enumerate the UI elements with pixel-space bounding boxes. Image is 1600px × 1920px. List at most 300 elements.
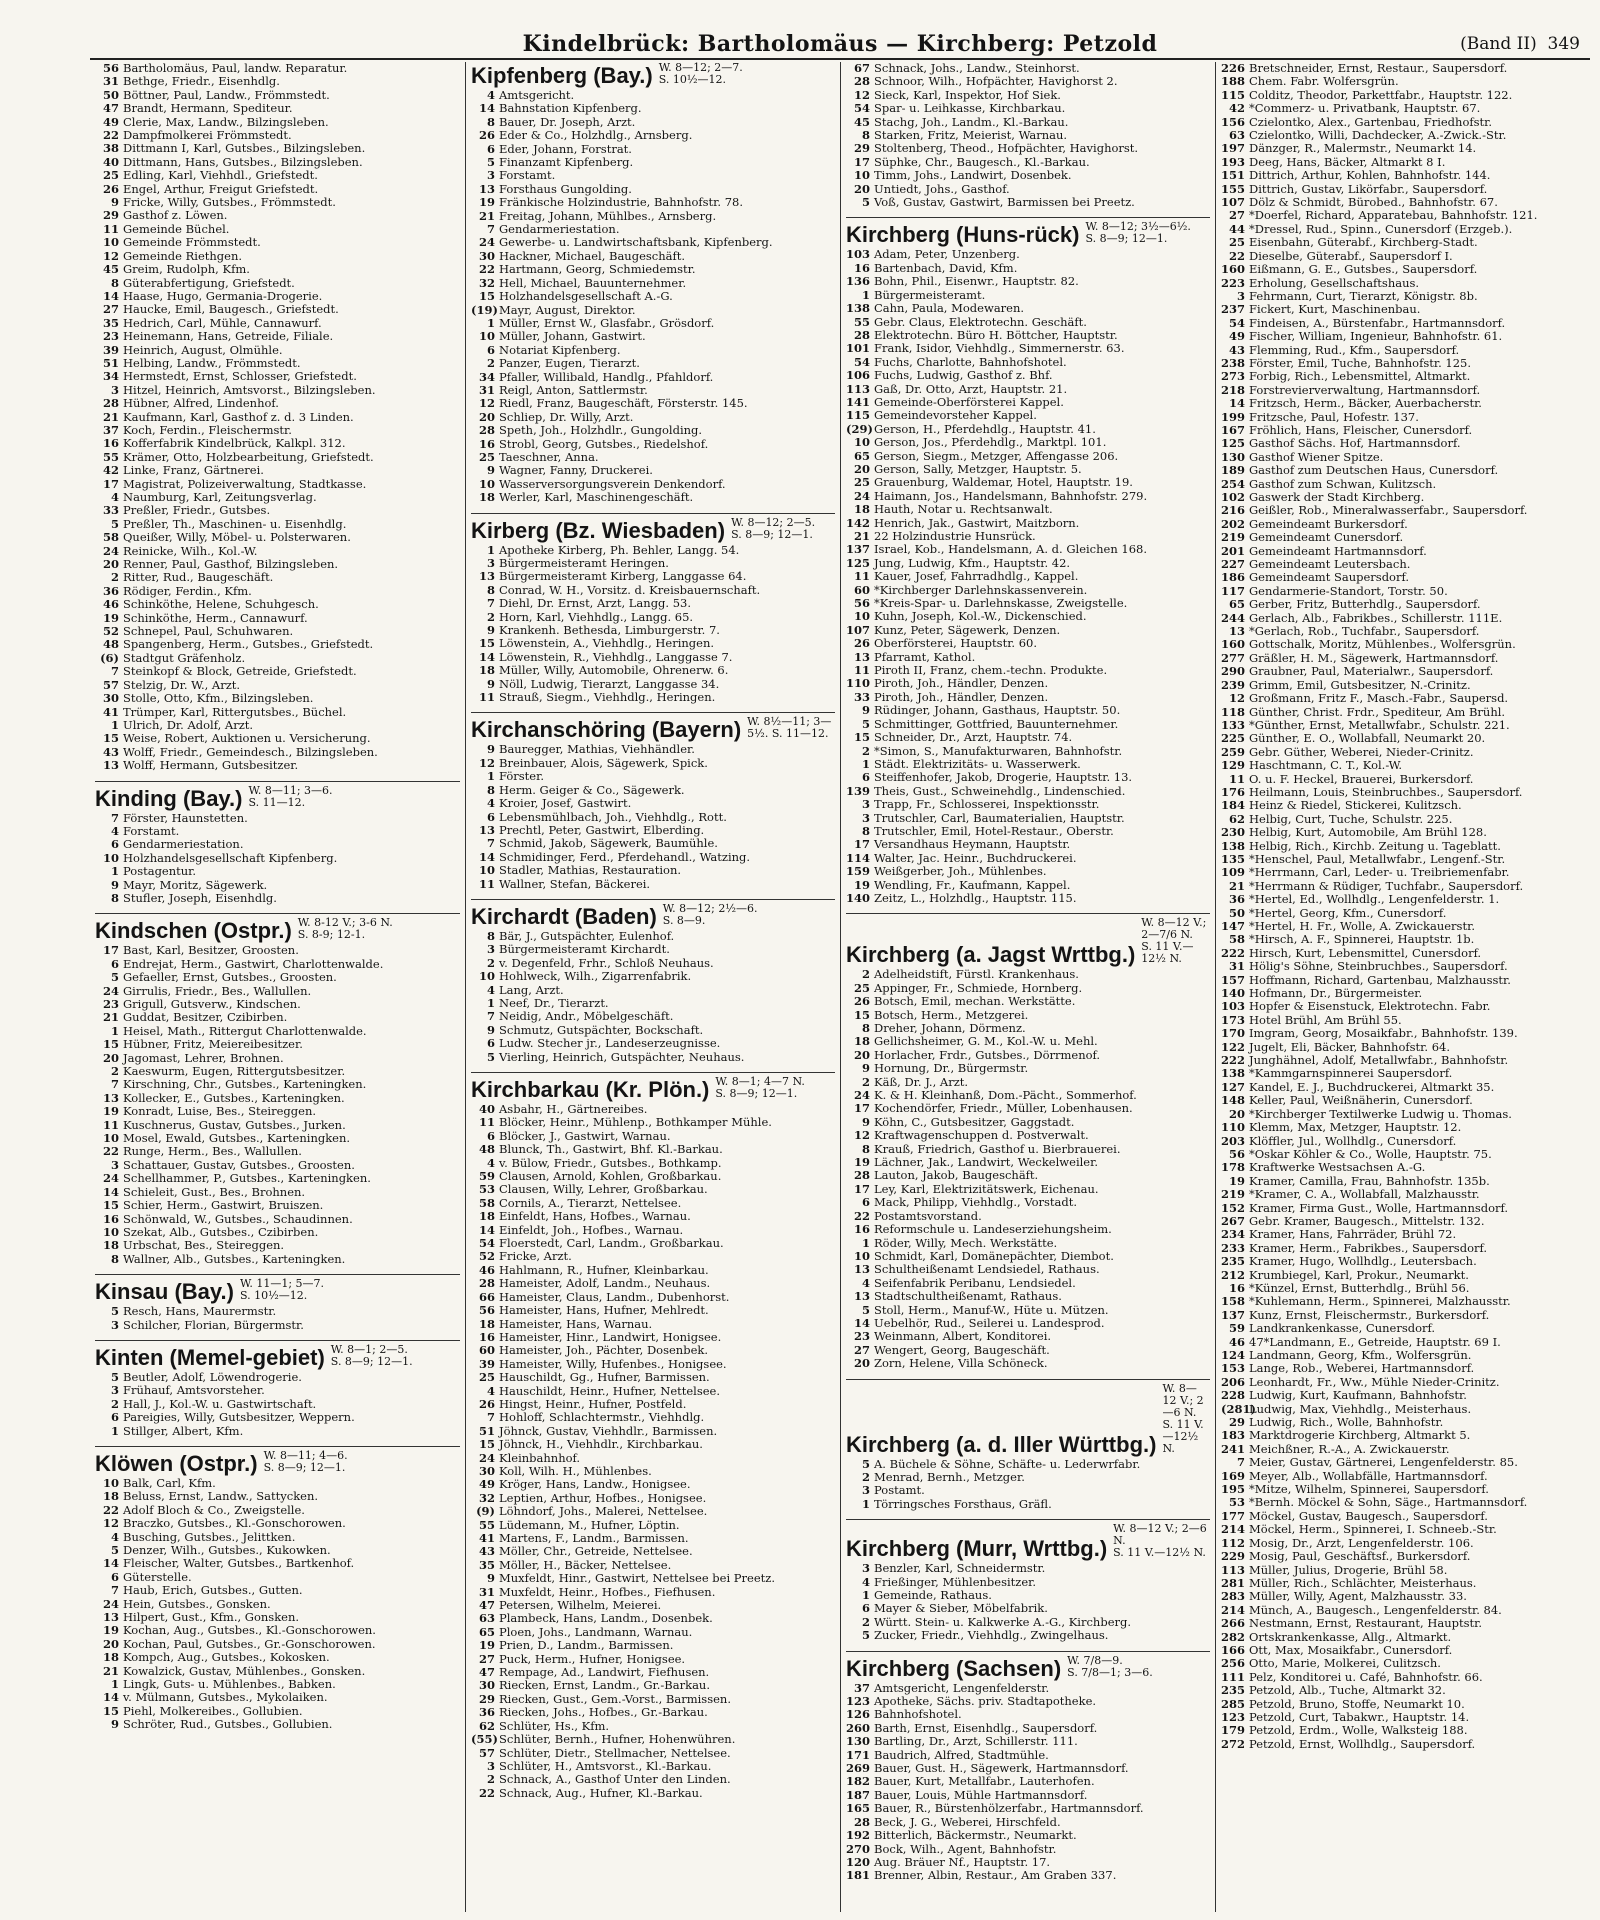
phone-number: 123: [1221, 1710, 1246, 1724]
phone-number: 10: [102, 1476, 119, 1490]
listing-entry: [1221, 545, 1585, 558]
subscriber-name: Panzer, Eugen, Tierarzt.: [499, 357, 640, 371]
listing-entry: [95, 1011, 460, 1024]
phone-number: 112: [1221, 1536, 1246, 1550]
subscriber-name: Blunck, Th., Gastwirt, Bhf. Kl.-Barkau.: [499, 1143, 723, 1157]
phone-number: 8: [861, 1022, 870, 1035]
phone-number: 15: [102, 1199, 119, 1213]
listing-entry: [471, 397, 835, 410]
phone-number: 266: [1221, 1617, 1246, 1631]
subscriber-name: Gaß, Dr. Otto, Arzt, Hauptstr. 21.: [874, 382, 1068, 396]
phone-number: 216: [1221, 504, 1246, 518]
phone-number: 17: [853, 838, 870, 852]
subscriber-name: Neef, Dr., Tierarzt.: [499, 996, 609, 1010]
subscriber-name: Hohloff, Schlachtermstr., Viehhdlg.: [499, 1411, 705, 1425]
listing-entry: [95, 719, 460, 732]
listing-entry: [846, 758, 1210, 771]
phone-number: 272: [1221, 1737, 1246, 1751]
subscriber-name: Käß, Dr. J., Arzt.: [874, 1075, 969, 1089]
listing-entry: [846, 1210, 1210, 1223]
listing-entry: [846, 1250, 1210, 1263]
phone-number: 225: [1221, 732, 1246, 746]
listing-entry: [1221, 746, 1585, 759]
phone-number: 6: [110, 1570, 119, 1584]
phone-number: 9: [486, 1572, 495, 1586]
subscriber-name: Israel, Kob., Handelsmann, A. d. Gleichen 168.: [874, 543, 1148, 557]
listing-entry: [1221, 840, 1585, 853]
listing-entry: [1221, 116, 1585, 129]
listing-entry: [95, 1665, 460, 1678]
subscriber-name: Hohlweck, Wilh., Zigarrenfabrik.: [499, 970, 692, 984]
subscriber-name: Kramer, Camilla, Frau, Bahnhofstr. 135b.: [1249, 1174, 1490, 1188]
listing-entry: [846, 968, 1210, 981]
listing-entry: [471, 263, 835, 276]
subscriber-name: Fröhlich, Hans, Fleischer, Cunersdorf.: [1249, 423, 1473, 437]
listing-entry: [471, 1586, 835, 1599]
phone-number: 3: [1236, 289, 1245, 303]
phone-number: 31: [478, 1585, 495, 1599]
subscriber-name: Clerie, Max, Landw., Bilzingsleben.: [123, 115, 329, 129]
phone-number: 137: [1221, 1308, 1246, 1322]
listing-entry: [846, 892, 1210, 905]
listing-entry: [1221, 62, 1585, 75]
subscriber-name: Steinkopf & Block, Getreide, Griefstedt.: [123, 665, 357, 679]
phone-number: 282: [1221, 1630, 1246, 1644]
phone-number: 4: [110, 824, 119, 838]
listing-entry: [1221, 1657, 1585, 1670]
phone-number: 36: [1228, 893, 1245, 907]
phone-number: 46: [478, 1263, 495, 1277]
phone-number: 57: [102, 678, 119, 692]
subscriber-name: Adelheidstift, Fürstl. Krankenhaus.: [874, 968, 1079, 982]
phone-number: 58: [478, 1196, 495, 1210]
listing-entry: [471, 1170, 835, 1183]
phone-number: 179: [1221, 1724, 1246, 1738]
phone-number: 6: [486, 1129, 495, 1143]
subscriber-name: Helbig, Kurt, Automobile, Am Brühl 128.: [1249, 826, 1487, 840]
phone-number: 21: [1228, 879, 1245, 893]
subscriber-name: Jöhnck, H., Viehhdlr., Kirchbarkau.: [499, 1438, 703, 1452]
subscriber-name: 22 Holzindustrie Hunsrück.: [874, 530, 1036, 543]
column-1: [90, 62, 465, 1912]
subscriber-name: Bauer, Kurt, Metallfabr., Lauterhofen.: [874, 1775, 1095, 1789]
subscriber-name: Ludwig, Max, Viehhdlg., Meisterhaus.: [1249, 1402, 1472, 1416]
phone-number: 28: [102, 397, 119, 411]
subscriber-name: Dänzger, R., Malermstr., Neumarkt 14.: [1249, 142, 1477, 156]
phone-number: 10: [478, 330, 495, 344]
listing-entry: [471, 236, 835, 249]
subscriber-name: Brandt, Hermann, Spediteur.: [123, 102, 293, 116]
phone-number: 110: [846, 677, 871, 691]
phone-number: 15: [478, 1438, 495, 1452]
listing-entry: [846, 1869, 1210, 1882]
subscriber-name: Marktdrogerie Kirchberg, Altmarkt 5.: [1249, 1429, 1471, 1443]
subscriber-name: Beluss, Ernst, Landw., Sattycken.: [123, 1490, 319, 1504]
listing-entry: [846, 169, 1210, 182]
subscriber-name: Bauregger, Mathias, Viehhändler.: [499, 743, 695, 757]
phone-number: 4: [486, 89, 495, 102]
phone-number: 22: [102, 1145, 119, 1159]
subscriber-name: Gefaeller, Ernst, Gutsbes., Groosten.: [123, 971, 337, 985]
listing-entry: [95, 1253, 460, 1266]
subscriber-name: Speth, Joh., Holzhdlr., Gungolding.: [499, 424, 703, 438]
phone-number: 140: [1221, 987, 1246, 1001]
subscriber-name: Schlüter, Dietr., Stellmacher, Nettelsee.: [499, 1746, 731, 1760]
subscriber-name: Müller, Johann, Gastwirt.: [499, 330, 646, 344]
listing-entry: [1221, 571, 1585, 584]
phone-number: 11: [1228, 772, 1245, 786]
phone-number: 193: [1221, 155, 1246, 169]
subscriber-name: Clausen, Arnold, Kohlen, Großbarkau.: [499, 1170, 722, 1184]
listing-entry: [846, 1062, 1210, 1075]
page-title: Kindelbrück: Bartholomäus — Kirchberg: Petzold: [522, 31, 1158, 57]
phone-number: 214: [1221, 1523, 1246, 1537]
listing-entry: [1221, 1336, 1585, 1349]
phone-number: 147: [1221, 920, 1246, 933]
subscriber-name: Einfeldt, Joh., Hofbes., Warnau.: [499, 1223, 684, 1237]
listing-entry: [95, 958, 460, 971]
subscriber-name: Gendarmeriestation.: [123, 838, 244, 852]
phone-number: 58: [102, 531, 119, 545]
subscriber-name: Hameister, Joh., Pächter, Dosenbek.: [499, 1344, 708, 1358]
subscriber-name: Hingst, Heinr., Hufner, Postfeld.: [499, 1397, 687, 1411]
phone-number: 59: [1228, 1322, 1245, 1336]
subscriber-name: *Hertel, Ed., Wollhdlg., Lengenfelderstr. 1.: [1249, 893, 1500, 907]
phone-number: 33: [102, 504, 119, 518]
phone-number: 14: [478, 650, 495, 664]
phone-number: 57: [478, 1746, 495, 1760]
phone-number: 53: [478, 1183, 495, 1197]
listing-entry: [95, 1078, 460, 1091]
phone-number: 8: [486, 583, 495, 597]
subscriber-name: Bartenbach, David, Kfm.: [874, 261, 1018, 275]
listing-entry: [846, 396, 1210, 409]
column-4: [1215, 62, 1590, 1912]
listing-entry: [471, 1103, 835, 1116]
subscriber-name: Gemeinde Riethgen.: [123, 249, 243, 263]
phone-number: 129: [1221, 759, 1246, 773]
listing-entry: [1221, 1175, 1585, 1188]
subscriber-name: Klemm, Max, Metzger, Hauptstr. 12.: [1249, 1121, 1462, 1135]
town-heading: [471, 62, 835, 89]
subscriber-name: Meyer, Alb., Wollabfälle, Hartmannsdorf.: [1249, 1469, 1488, 1483]
listing-entry: [846, 1749, 1210, 1762]
listing-entry: [95, 638, 460, 651]
subscriber-name: Hauschildt, Heinr., Hufner, Nettelsee.: [499, 1384, 721, 1398]
listing-entry: [471, 1224, 835, 1237]
phone-number: 22: [102, 1503, 119, 1517]
phone-number: 6: [486, 1037, 495, 1051]
listing-entry: [1221, 504, 1585, 517]
phone-number: 38: [102, 142, 119, 156]
subscriber-name: Puck, Herm., Hufner, Honigsee.: [499, 1652, 686, 1666]
listing-entry: [846, 1290, 1210, 1303]
listing-entry: [95, 290, 460, 303]
subscriber-name: Hauschildt, Gg., Hufner, Barmissen.: [499, 1371, 710, 1385]
listing-entry: [95, 357, 460, 370]
phone-number: 27: [1228, 209, 1245, 223]
phone-number: 9: [110, 1718, 119, 1732]
listing-entry: [95, 998, 460, 1011]
listing-entry: [471, 438, 835, 451]
phone-number: 46: [102, 598, 119, 612]
office-hours: W. 11—1; 5—7. S. 10½—12.: [239, 1277, 325, 1303]
listing-entry: [471, 1773, 835, 1786]
listing-entry: [1221, 397, 1585, 410]
listing-entry: [1221, 665, 1585, 678]
subscriber-name: Piehl, Molkereibes., Gollubien.: [123, 1704, 303, 1718]
listing-entry: [846, 570, 1210, 583]
phone-number: 1: [110, 1024, 119, 1038]
phone-number: 19: [1228, 1174, 1245, 1188]
subscriber-name: Ploen, Johs., Landmann, Warnau.: [499, 1625, 693, 1639]
phone-number: 50: [102, 88, 119, 102]
phone-number: 13: [478, 182, 495, 196]
phone-number: 18: [478, 491, 495, 505]
subscriber-name: Kochan, Paul, Gutsbes., Gr.-Gonschorowen.: [123, 1637, 376, 1651]
subscriber-name: *Simon, S., Manufakturwaren, Bahnhofstr.: [874, 744, 1123, 758]
subscriber-name: A. Büchele & Söhne, Schäfte- u. Lederwrfabr.: [874, 1457, 1141, 1471]
listing-entry: [471, 1037, 835, 1050]
listing-entry: [95, 1718, 460, 1731]
phone-number: 1: [486, 996, 495, 1010]
phone-number: 25: [853, 476, 870, 490]
phone-number: 14: [102, 289, 119, 303]
listing-entry: [1221, 880, 1585, 893]
listing-entry: [846, 316, 1210, 329]
subscriber-name: Clausen, Willy, Lehrer, Großbarkau.: [499, 1183, 708, 1197]
listing-entry: [846, 543, 1210, 556]
listing-entry: [846, 718, 1210, 731]
phone-number: 28: [853, 75, 870, 89]
subscriber-name: Gemeindeamt Leutersbach.: [1249, 558, 1411, 572]
listing-entry: [471, 290, 835, 303]
town-heading: [95, 1340, 460, 1371]
subscriber-name: Appinger, Fr., Schmiede, Hornberg.: [874, 981, 1083, 995]
listing-entry: [1221, 330, 1585, 343]
subscriber-name: Vierling, Heinrich, Gutspächter, Neuhaus.: [499, 1050, 745, 1064]
phone-number: 1: [110, 1424, 119, 1438]
listing-entry: [471, 116, 835, 129]
subscriber-name: Floerstedt, Carl, Landm., Großbarkau.: [499, 1237, 724, 1251]
listing-entry: [95, 142, 460, 155]
listing-entry: [846, 142, 1210, 155]
phone-number: 2: [486, 1773, 495, 1787]
phone-number: (6): [100, 651, 119, 665]
phone-number: 10: [102, 851, 119, 865]
listing-entry: [95, 223, 460, 236]
phone-number: 26: [853, 995, 870, 1009]
subscriber-name: Petzold, Ernst, Wollhdlg., Saupersdorf.: [1249, 1737, 1476, 1751]
subscriber-name: Naumburg, Karl, Zeitungsverlag.: [123, 491, 317, 504]
phone-number: 49: [1228, 330, 1245, 344]
phone-number: 199: [1221, 410, 1246, 424]
phone-number: 285: [1221, 1697, 1246, 1711]
phone-number: 122: [1221, 1040, 1246, 1054]
phone-number: 35: [478, 1558, 495, 1572]
phone-number: 201: [1221, 544, 1246, 558]
subscriber-name: Münch, A., Baugesch., Lengenfelderstr. 84.: [1249, 1603, 1502, 1617]
listing-entry: [846, 1304, 1210, 1317]
listing-entry: [1221, 1389, 1585, 1402]
phone-number: 12: [853, 88, 870, 102]
subscriber-name: Finanzamt Kipfenberg.: [499, 156, 634, 170]
subscriber-name: Ortskrankenkasse, Allg., Altmarkt.: [1249, 1630, 1452, 1644]
subscriber-name: Wolff, Hermann, Gutsbesitzer.: [123, 759, 299, 773]
listing-entry: [471, 984, 835, 997]
office-hours: W. 8—12; 2—5. S. 8—9; 12—1.: [731, 515, 816, 541]
subscriber-name: Koll, Wilh. H., Mühlenbes.: [499, 1464, 652, 1478]
phone-number: 17: [102, 944, 119, 958]
subscriber-name: Wallner, Stefan, Bäckerei.: [499, 877, 651, 891]
subscriber-name: Forsthaus Gungolding.: [499, 182, 632, 196]
phone-number: 192: [846, 1829, 871, 1843]
town-name: Kirberg (Bz. Wiesbaden): [471, 517, 726, 543]
listing-entry: [471, 930, 835, 943]
subscriber-name: Eisenbahn, Güterabf., Kirchberg-Stadt.: [1249, 236, 1478, 250]
page-header: [90, 30, 1590, 60]
listing-entry: [471, 1264, 835, 1277]
listing-entry: [95, 944, 460, 957]
subscriber-name: Breinbauer, Alois, Sägewerk, Spick.: [499, 756, 708, 770]
phone-number: 27: [478, 1652, 495, 1666]
listing-entry: [95, 598, 460, 611]
listing-entry: [95, 1490, 460, 1503]
phone-number: 113: [1221, 1563, 1246, 1577]
listing-entry: [95, 558, 460, 571]
listing-entry: [471, 89, 835, 102]
listing-entry: [1221, 169, 1585, 182]
phone-number: 24: [853, 1089, 870, 1103]
phone-number: 56: [478, 1304, 495, 1318]
listing-entry: [846, 383, 1210, 396]
listing-entry: [95, 209, 460, 222]
listing-entry: [471, 624, 835, 637]
subscriber-name: Preßler, Friedr., Gutsbes.: [123, 504, 271, 518]
listing-entry: [1221, 183, 1585, 196]
phone-number: 15: [853, 1008, 870, 1022]
listing-entry: [471, 691, 835, 704]
listing-entry: [95, 116, 460, 129]
subscriber-name: Wagner, Fanny, Druckerei.: [499, 464, 653, 478]
subscriber-name: Helbig, Curt, Tuche, Schulstr. 225.: [1249, 812, 1453, 826]
listing-entry: [95, 1544, 460, 1557]
phone-number: 3: [110, 1384, 119, 1398]
subscriber-name: Bürgermeisteramt Kirchardt.: [499, 943, 670, 957]
phone-number: 45: [102, 263, 119, 277]
listing-entry: [95, 451, 460, 464]
listing-entry: [1221, 1483, 1585, 1496]
subscriber-name: Ludwig, Kurt, Kaufmann, Bahnhofstr.: [1249, 1389, 1467, 1403]
subscriber-name: Kaeswurm, Eugen, Rittergutsbesitzer.: [123, 1065, 346, 1079]
subscriber-name: Amtsgericht.: [499, 89, 575, 102]
subscriber-name: Stoltenberg, Theod., Hofpächter, Havighorst.: [874, 142, 1139, 156]
listing-entry: [846, 1722, 1210, 1735]
subscriber-name: Geißler, Rob., Mineralwasserfabr., Saupersdorf.: [1249, 504, 1528, 518]
phone-number: 167: [1221, 423, 1246, 437]
phone-number: 2: [110, 571, 119, 585]
subscriber-name: Gebr. Kramer, Baugesch., Mittelstr. 132.: [1249, 1214, 1485, 1228]
subscriber-name: Lingk, Guts- u. Mühlenbes., Babken.: [123, 1678, 336, 1692]
subscriber-name: Zucker, Friedr., Viehhdlg., Zwingelhaus.: [874, 1629, 1109, 1643]
listing-entry: [1221, 344, 1585, 357]
phone-number: 18: [102, 1239, 119, 1253]
phone-number: 30: [478, 1679, 495, 1693]
phone-number: 18: [102, 1490, 119, 1504]
listing-entry: [846, 302, 1210, 315]
phone-number: 270: [846, 1842, 871, 1856]
phone-number: 139: [846, 784, 871, 798]
subscriber-name: Jöhnck, Gustav, Viehhdlr., Barmissen.: [499, 1424, 718, 1438]
subscriber-name: Theis, Gust., Schweinehdlg., Lindenschied.: [874, 784, 1126, 798]
listing-entry: [846, 116, 1210, 129]
phone-number: 26: [478, 129, 495, 143]
phone-number: 237: [1221, 303, 1246, 317]
subscriber-name: Nöll, Ludwig, Tierarzt, Langgasse 34.: [499, 677, 720, 691]
listing-entry: [1221, 706, 1585, 719]
subscriber-name: v. Degenfeld, Frhr., Schloß Neuhaus.: [499, 956, 714, 970]
listing-entry: [1221, 960, 1585, 973]
subscriber-name: Petzold, Alb., Tuche, Altmarkt 32.: [1249, 1684, 1446, 1698]
listing-entry: [95, 370, 460, 383]
phone-number: 159: [846, 865, 871, 879]
subscriber-name: Bahnhofshotel.: [874, 1708, 962, 1722]
subscriber-name: Weißgerber, Joh., Mühlenbes.: [874, 865, 1047, 879]
listing-entry: [846, 1762, 1210, 1775]
subscriber-name: Lüdemann, M., Hufner, Löptin.: [499, 1518, 680, 1532]
subscriber-name: Neidig, Andr., Möbelgeschäft.: [499, 1010, 674, 1024]
subscriber-name: Hackner, Michael, Baugeschäft.: [499, 249, 686, 263]
subscriber-name: *Hirsch, A. F., Spinnerei, Hauptstr. 1b.: [1249, 933, 1475, 947]
subscriber-name: Dieselbe, Güterabf., Saupersdorf I.: [1249, 249, 1453, 263]
phone-number: 25: [478, 1371, 495, 1385]
phone-number: 2: [861, 1615, 870, 1629]
subscriber-name: Hermstedt, Ernst, Schlosser, Griefstedt.: [123, 370, 357, 384]
phone-number: 63: [1228, 129, 1245, 143]
phone-number: 148: [1221, 1094, 1246, 1108]
listing-entry: [471, 1532, 835, 1545]
subscriber-name: Forstamt.: [123, 824, 180, 838]
listing-entry: [1221, 1000, 1585, 1013]
subscriber-name: Städt. Elektrizitäts- u. Wasserwerk.: [874, 757, 1081, 771]
phone-number: 55: [102, 450, 119, 464]
subscriber-name: Schier, Herm., Gastwirt, Bruiszen.: [123, 1199, 324, 1213]
listing-entry: [471, 102, 835, 115]
subscriber-name: Graubner, Paul, Materialwr., Saupersdorf.: [1249, 665, 1494, 679]
phone-number: 233: [1221, 1241, 1246, 1255]
phone-number: 169: [1221, 1469, 1246, 1483]
listing-entry: [95, 612, 460, 625]
subscriber-name: Meier, Gustav, Gärtnerei, Lengenfelderstr. 85.: [1249, 1456, 1518, 1470]
phone-number: 166: [1221, 1643, 1246, 1657]
listing-entry: [1221, 907, 1585, 920]
phone-number: 7: [110, 1078, 119, 1092]
phone-number: 62: [478, 1719, 495, 1733]
listing-entry: [471, 1545, 835, 1558]
listing-entry: [1221, 424, 1585, 437]
listing-entry: [846, 1816, 1210, 1829]
listing-entry: [471, 129, 835, 142]
listing-entry: [846, 1458, 1210, 1471]
listing-entry: [1221, 1269, 1585, 1282]
listing-entry: [1221, 1403, 1585, 1416]
subscriber-name: O. u. F. Heckel, Brauerei, Burkersdorf.: [1249, 772, 1474, 786]
subscriber-name: Petzold, Curt, Tabakwr., Hauptstr. 14.: [1249, 1710, 1470, 1724]
phone-number: 13: [102, 759, 119, 773]
subscriber-name: Greim, Rudolph, Kfm.: [123, 263, 250, 277]
subscriber-name: Versandhaus Heymann, Hauptstr.: [874, 838, 1071, 852]
subscriber-name: Junghähnel, Adolf, Metallwfabr., Bahnhofstr.: [1249, 1054, 1509, 1068]
